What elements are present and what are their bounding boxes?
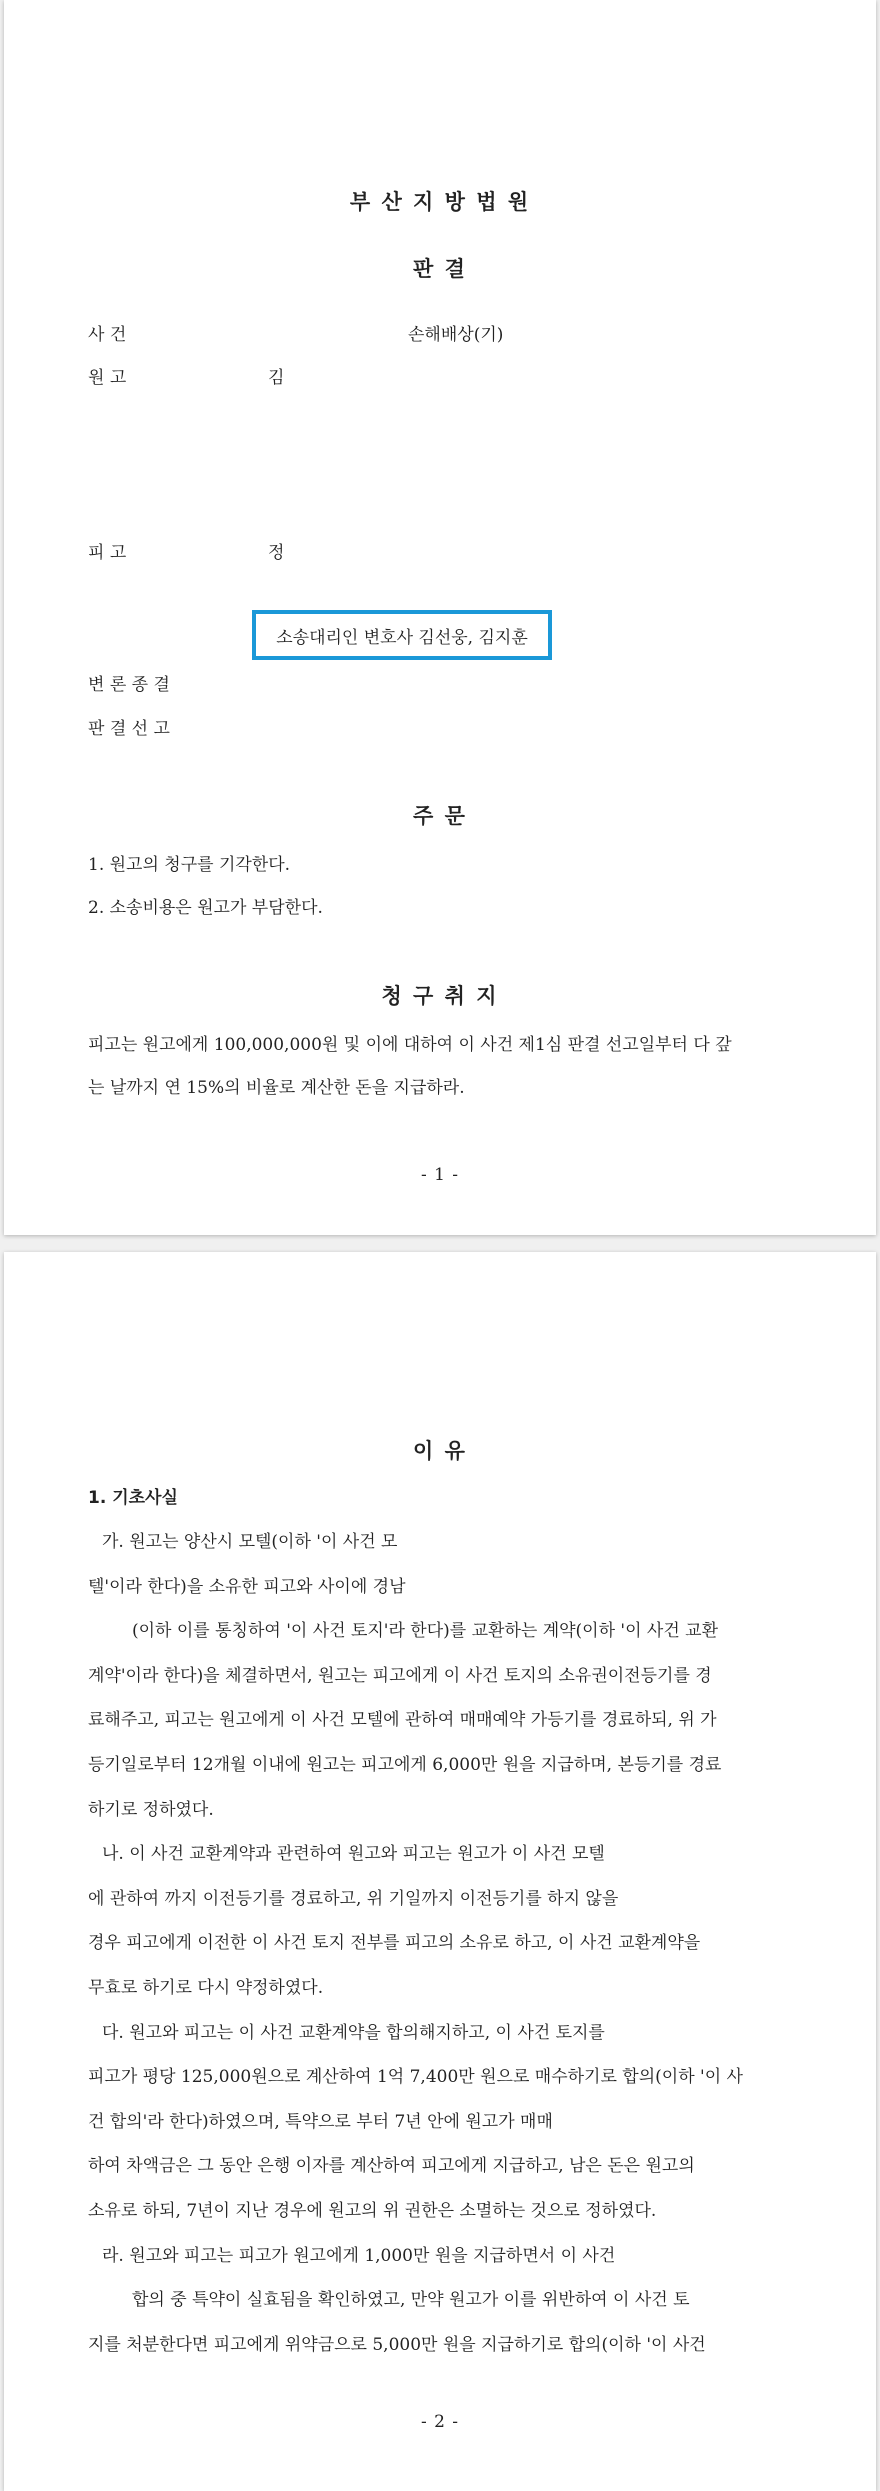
body-line: 하기로 정하였다. — [88, 1799, 214, 1820]
body-line: 텔'이라 한다)을 소유한 피고와 사이에 경남 — [88, 1576, 406, 1597]
defendant-row — [88, 538, 284, 563]
body-line: 료해주고, 피고는 원고에게 이 사건 모텔에 관하여 매매예약 가등기를 경료하되, 위 가 — [88, 1710, 717, 1731]
plaintiff-name: 김 — [268, 368, 285, 388]
body-line: 라. 원고와 피고는 피고가 원고에게 1,000만 원을 지급하면서 이 사건 — [102, 2245, 616, 2266]
body-line: 에 관하여 까지 이전등기를 경료하고, 위 기일까지 이전등기를 하지 않을 — [88, 1888, 619, 1909]
plaintiff-row — [88, 363, 284, 388]
body-line: 다. 원고와 피고는 이 사건 교환계약을 합의해지하고, 이 사건 토지를 — [102, 2022, 605, 2043]
attorney-highlight-box — [252, 610, 552, 660]
case-name: 손해배상(기) — [408, 325, 504, 345]
claim-title: 청 구 취 지 — [381, 983, 499, 1008]
body-line: 가. 원고는 양산시 모텔(이하 '이 사건 모 — [102, 1532, 398, 1552]
body-line: 무효로 하기로 다시 약정하였다. — [88, 1978, 324, 1998]
body-line: 경우 피고에게 이전한 이 사건 토지 전부를 피고의 소유로 하고, 이 사건 교환계약을 — [88, 1933, 701, 1954]
order-title: 주 문 — [413, 803, 467, 828]
body-line: 건 합의'라 한다)하였으며, 특약으로 부터 7년 안에 원고가 매매 — [88, 2111, 553, 2132]
body-line: 피고가 평당 125,000원으로 계산하여 1억 7,400만 원으로 매수하기로 합의(이하 '이 사 — [88, 2067, 743, 2088]
defendant-label: 피 고 — [88, 543, 127, 563]
claim-line: 피고는 원고에게 100,000,000원 및 이에 대하여 이 사건 제1심 판결 선고일부터 다 갚 — [88, 1035, 732, 1055]
body-line: 계약'이라 한다)을 체결하면서, 원고는 피고에게 이 사건 토지의 소유권이전등기를 경 — [88, 1665, 712, 1686]
page-number: - 1 - — [420, 1165, 460, 1185]
case-row — [88, 320, 503, 345]
reason-title: 이 유 — [413, 1438, 467, 1463]
judgment-date-label: 판 결 선 고 — [88, 719, 170, 739]
document-page-2 — [4, 1252, 876, 2491]
attorney-text: 소송대리인 변호사 김선웅, 김지훈 — [276, 627, 528, 648]
body-line: 지를 처분한다면 피고에게 위약금으로 5,000만 원을 지급하기로 합의(이하 '이 사건 — [88, 2334, 706, 2355]
body-line: (이하 이를 통칭하여 '이 사건 토지'라 한다)를 교환하는 계약(이하 '이 사건 교환 — [132, 1621, 719, 1642]
body-line: 하여 차액금은 그 동안 은행 이자를 계산하여 피고에게 지급하고, 남은 돈은 원고의 — [88, 2156, 695, 2177]
document-type: 판 결 — [413, 256, 467, 281]
order-item: 1. 원고의 청구를 기각한다. — [88, 855, 291, 875]
case-label: 사 건 — [88, 325, 127, 345]
closing-label: 변 론 종 결 — [88, 675, 170, 695]
body-line: 등기일로부터 12개월 이내에 원고는 피고에게 6,000만 원을 지급하며, 본등기를 경료 — [88, 1755, 722, 1775]
page-number: - 2 - — [420, 2412, 460, 2432]
body-line: 소유로 하되, 7년이 지난 경우에 원고의 위 권한은 소멸하는 것으로 정하였다. — [88, 2201, 657, 2221]
plaintiff-label: 원 고 — [88, 368, 127, 388]
defendant-name: 정 — [268, 543, 285, 563]
body-line: 합의 중 특약이 실효됨을 확인하였고, 만약 원고가 이를 위반하여 이 사건 토 — [132, 2290, 690, 2311]
body-line: 나. 이 사건 교환계약과 관련하여 원고와 피고는 원고가 이 사건 모텔 — [102, 1844, 605, 1865]
court-name: 부 산 지 방 법 원 — [349, 189, 531, 214]
order-item: 2. 소송비용은 원고가 부담한다. — [88, 898, 323, 918]
document-page-1 — [4, 0, 876, 1235]
section-heading: 1. 기초사실 — [88, 1488, 178, 1508]
claim-line: 는 날까지 연 15%의 비율로 계산한 돈을 지급하라. — [88, 1078, 465, 1098]
